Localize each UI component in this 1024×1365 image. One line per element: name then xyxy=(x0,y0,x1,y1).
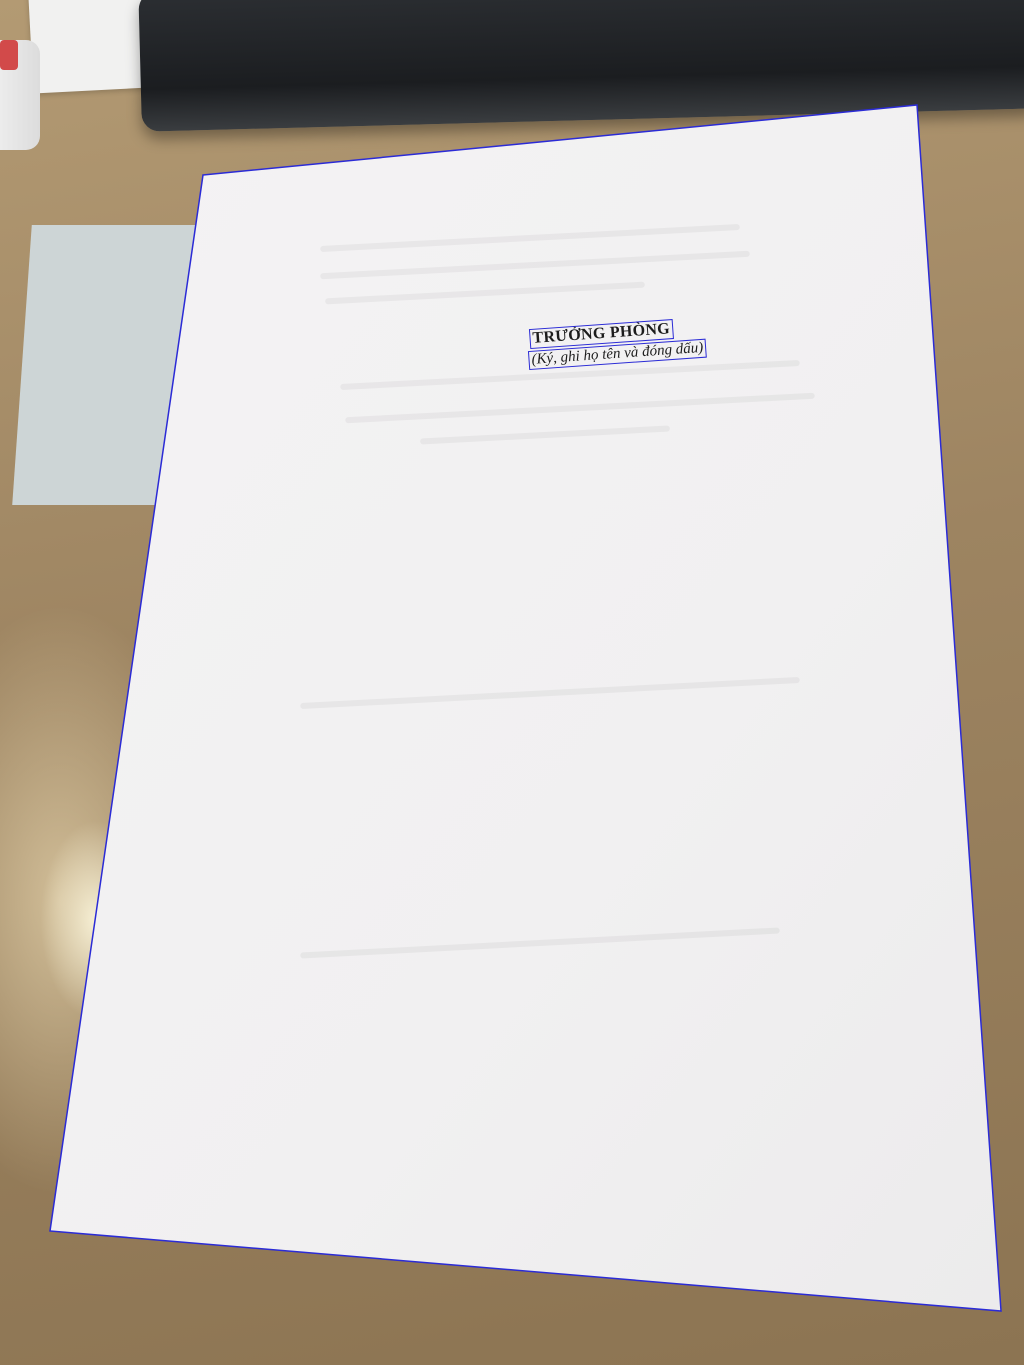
signature-title: TRƯỞNG PHÒNG xyxy=(530,320,673,348)
signature-instruction: (Ký, ghi họ tên và đóng dấu) xyxy=(529,340,706,369)
paper-sheet xyxy=(50,105,1001,1311)
